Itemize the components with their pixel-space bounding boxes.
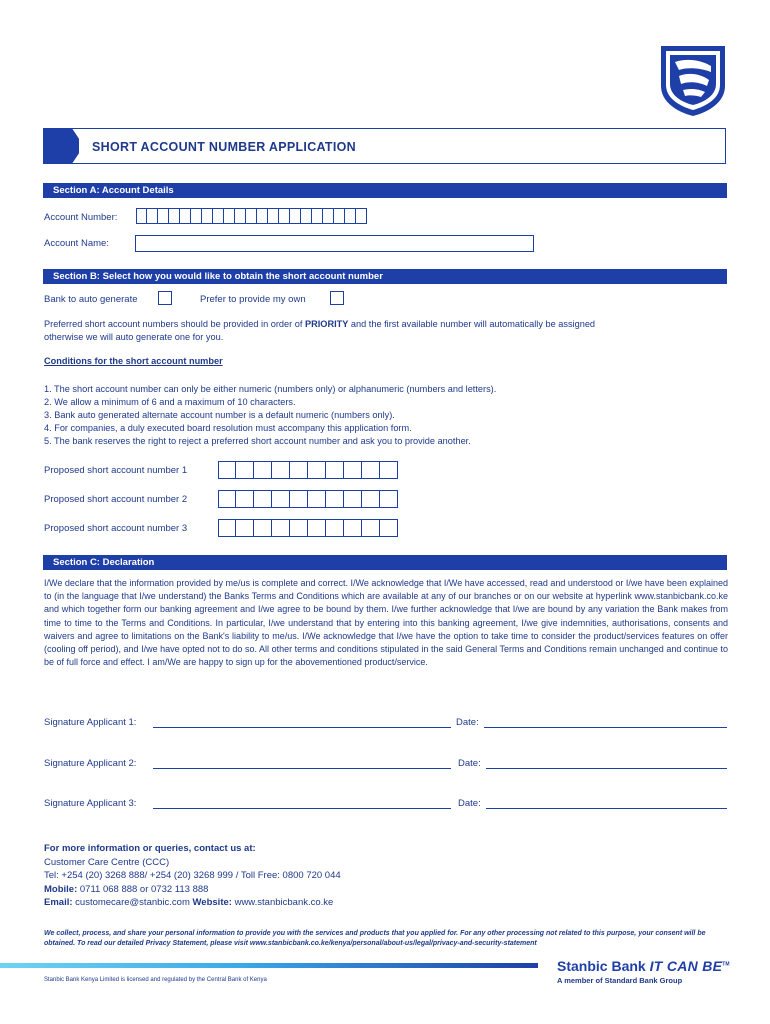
signature-1-label: Signature Applicant 1: xyxy=(44,717,137,728)
mobile-line: Mobile: 0711 068 888 or 0732 113 888 xyxy=(44,883,209,895)
proposed-number-1-label: Proposed short account number 1 xyxy=(44,465,188,476)
auto-generate-checkbox[interactable] xyxy=(158,291,172,305)
conditions-title: Conditions for the short account number xyxy=(44,356,223,366)
section-a-header: Section A: Account Details xyxy=(43,183,727,198)
provide-own-checkbox[interactable] xyxy=(330,291,344,305)
conditions-list xyxy=(44,383,724,448)
section-b-header: Section B: Select how you would like to obtain the short account number xyxy=(43,269,727,284)
proposed-number-1-boxes[interactable] xyxy=(218,461,398,479)
account-name-label: Account Name: xyxy=(44,238,109,249)
signature-3-line[interactable] xyxy=(153,808,451,809)
date-1-line[interactable] xyxy=(484,727,727,728)
condition-item: 2. We allow a minimum of 6 and a maximum of 10 characters. xyxy=(44,397,296,407)
brand-logotype: Stanbic Bank IT CAN BE™ xyxy=(557,958,730,974)
condition-item: 3. Bank auto generated alternate account number is a default numeric (numbers only). xyxy=(44,410,395,420)
date-2-label: Date: xyxy=(458,758,481,769)
account-number-label: Account Number: xyxy=(44,212,118,223)
signature-3-label: Signature Applicant 3: xyxy=(44,798,137,809)
contact-heading: For more information or queries, contact us at: xyxy=(44,843,256,854)
date-1-label: Date: xyxy=(456,717,479,728)
priority-emphasis: PRIORITY xyxy=(304,319,349,329)
signature-2-line[interactable] xyxy=(153,768,451,769)
condition-item: 5. The bank reserves the right to reject a preferred short account number and ask you to provide another. xyxy=(44,436,471,446)
signature-2-label: Signature Applicant 2: xyxy=(44,758,137,769)
section-c-header: Section C: Declaration xyxy=(43,555,727,570)
proposed-number-3-boxes[interactable] xyxy=(218,519,398,537)
condition-item: 1. The short account number can only be either numeric (numbers only) or alphanumeric (numbers and letters). xyxy=(44,384,497,394)
date-3-line[interactable] xyxy=(486,808,727,809)
preferred-instructions: Preferred short account numbers should be provided in order of PRIORITY and the first available number will automatically be assigned otherwise we will auto generate one for you. xyxy=(44,319,596,342)
provide-own-label: Prefer to provide my own xyxy=(200,294,306,305)
proposed-number-3-label: Proposed short account number 3 xyxy=(44,523,188,534)
declaration-text: I/We declare that the information provided by me/us is complete and correct. I/We acknowledge that I/We have accessed, read and understood or I/we have been explained to (in the language that I/we understand) the Banks Terms and Conditions which are available at any of our branches or on our website at hyperlink www.stanbicbank.co.ke and which together form our banking agreement and I/we agree to be bound by them. I/we further acknowledge that I/we are bound by any variation the Bank makes from time to time to the Terms and Conditions. In particular, I/we understand that by entering into this banking agreement, I/we give indemnities, authorisations, consents and waivers and agree to limitations on the Bank's liability to me/us. I/We acknowledge that I/we have the option to take time to consider the product/services features on offer (cooling off period), and I/we have opted not to do so. All other terms and conditions stipulated in the said General Terms and Conditions remain unchanged and continue to be of full force and effect. I am/We are happy to sign up for the abovementioned product/service. xyxy=(44,578,728,668)
brand-tagline: IT CAN BE xyxy=(649,958,723,974)
proposed-number-2-boxes[interactable] xyxy=(218,490,398,508)
email-website-line: Email: customecare@stanbic.com Website: www.stanbicbank.co.ke xyxy=(44,897,334,908)
date-3-label: Date: xyxy=(458,798,481,809)
form-title-box xyxy=(43,128,726,164)
proposed-number-2-label: Proposed short account number 2 xyxy=(44,494,188,505)
signature-1-line[interactable] xyxy=(153,727,451,728)
website-link[interactable]: www.stanbicbank.co.ke xyxy=(231,897,334,908)
account-name-field[interactable] xyxy=(135,235,534,252)
brand-name: Stanbic Bank xyxy=(557,958,646,974)
date-2-line[interactable] xyxy=(486,768,727,769)
group-membership: A member of Standard Bank Group xyxy=(557,976,683,985)
privacy-statement: We collect, process, and share your personal information to provide you with the services and products that you applied for. For any other processing not related to this purpose, your consent will be obtained. To read our detailed Privacy Statement, please visit www.stanbicbank.co.ke/kenya/personal/about-us/legal/privacy-and-security-statement xyxy=(44,930,706,947)
form-title: SHORT ACCOUNT NUMBER APPLICATION xyxy=(92,140,356,154)
standard-bank-shield-icon xyxy=(657,42,729,118)
account-number-boxes[interactable] xyxy=(136,208,367,224)
contact-block xyxy=(44,842,544,910)
customer-care-line: Customer Care Centre (CCC) xyxy=(44,856,170,868)
regulation-notice: Stanbic Bank Kenya Limited is licensed and regulated by the Central Bank of Kenya xyxy=(44,977,267,983)
email-link[interactable]: customecare@stanbic.com xyxy=(72,897,193,908)
title-tab-decoration xyxy=(43,128,79,164)
footer-gradient-bar xyxy=(0,963,538,968)
auto-generate-label: Bank to auto generate xyxy=(44,294,138,305)
condition-item: 4. For companies, a duly executed board resolution must accompany this application form. xyxy=(44,423,412,433)
telephone-line: Tel: +254 (20) 3268 888/ +254 (20) 3268 999 / Toll Free: 0800 720 044 xyxy=(44,870,341,881)
